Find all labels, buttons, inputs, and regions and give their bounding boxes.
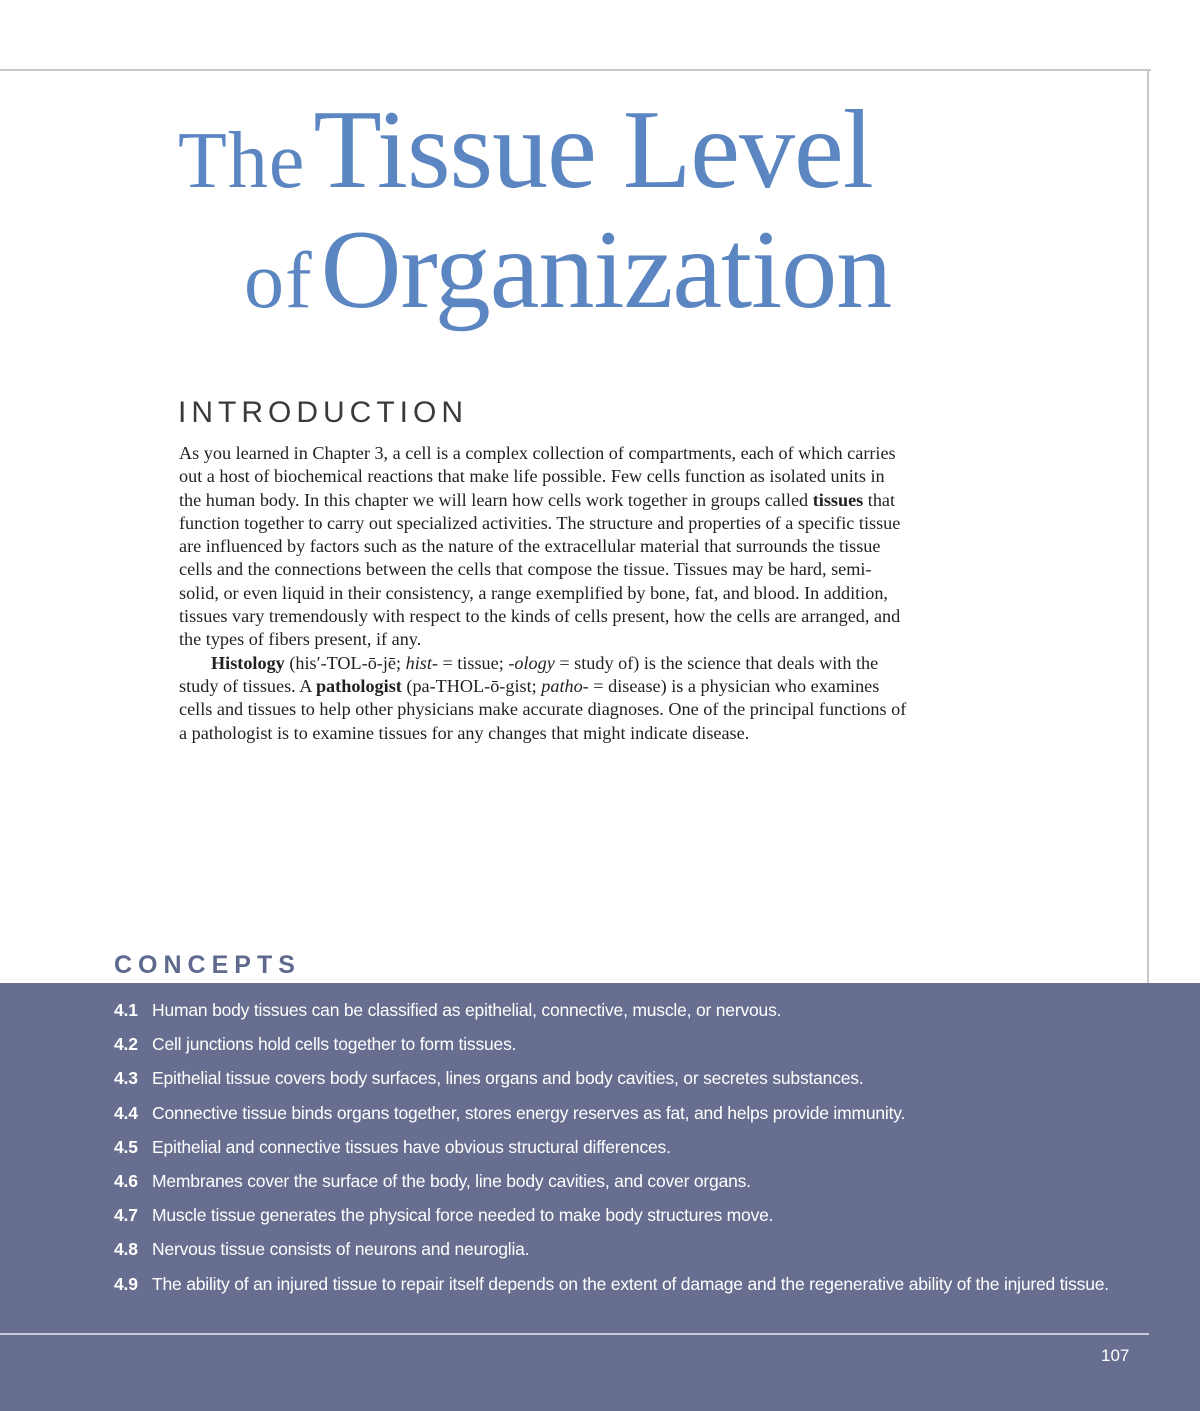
concept-item [114, 1135, 1114, 1159]
introduction-paragraph-1: As you learned in Chapter 3, a cell is a complex collection of compartments, each of which carries out a host of biochemical reactions that make life possible. Few cells function as isolated units in the human body. In this chapter we will learn how cells work together in groups called tissues that function together to carry out specialized activities. The structure and properties of a specific tissue are influenced by factors such as the nature of the extracellular material that surrounds the tissue cells and the connections between the cells that compose the tissue. Tissues may be hard, semi-solid, or even liquid in their consistency, a range exemplified by bone, fat, and blood. In addition, tissues vary tremendously with respect to the kinds of cells present, how the cells are arranged, and the types of fibers present, if any. [179, 443, 901, 650]
root-patho: patho- [541, 675, 589, 696]
term-pathologist: pathologist [315, 675, 402, 696]
concept-item [114, 1272, 1114, 1296]
concept-number: 4.5 [114, 1136, 138, 1157]
introduction-body [179, 442, 907, 745]
concept-text: Membranes cover the surface of the body, line body cavities, and cover organs. [152, 1170, 751, 1191]
root-ology: -ology [508, 652, 555, 673]
term-histology: Histology [211, 652, 285, 673]
concept-item [114, 1066, 1114, 1090]
concept-item [114, 1237, 1114, 1261]
introduction-paragraph-2: Histology (his′-TOL-ō-jē; hist- = tissue; -ology = study of) is the science that deals with the study of tissues. A pathologist (pa-THOL-ō-gist; patho- = disease) is a physician who examines cells and tissues to help other physicians make accurate diagnoses. One of the principal functions of a pathologist is to examine tissues for any changes that might indicate disease. [179, 652, 907, 743]
introduction-heading: INTRODUCTION [178, 396, 468, 429]
root-hist: hist- [405, 652, 438, 673]
concept-number: 4.7 [114, 1205, 138, 1226]
concept-number: 4.1 [114, 1000, 138, 1020]
concept-number: 4.9 [114, 1273, 138, 1294]
concept-item [114, 1101, 1114, 1125]
page-frame-top-rule [0, 69, 1151, 71]
chapter-title-line-2: of Organization [244, 208, 892, 332]
concept-text: The ability of an injured tissue to repair itself depends on the extent of damage and the regenerative ability of the injured tissue. [152, 1273, 1109, 1294]
concepts-list [114, 998, 1114, 1306]
concept-text: Muscle tissue generates the physical force needed to make body structures move. [152, 1205, 774, 1226]
concept-text: Cell junctions hold cells together to form tissues. [152, 1034, 517, 1055]
concept-number: 4.8 [114, 1239, 138, 1260]
concept-item [114, 1203, 1114, 1227]
concept-number: 4.2 [114, 1034, 138, 1055]
concept-text: Connective tissue binds organs together, stores energy reserves as fat, and helps provide immunity. [152, 1102, 906, 1123]
concepts-band-rule [0, 1333, 1149, 1335]
concept-number: 4.6 [114, 1170, 138, 1191]
concept-text: Epithelial and connective tissues have obvious structural differences. [152, 1136, 671, 1157]
concept-item [114, 1032, 1114, 1056]
chapter-title-line-1: The Tissue Level [178, 88, 873, 212]
concept-text: Human body tissues can be classified as epithelial, connective, muscle, or nervous. [152, 1000, 782, 1020]
term-tissues: tissues [812, 489, 864, 510]
page-number: 107 [1101, 1346, 1130, 1365]
concept-number: 4.3 [114, 1068, 138, 1089]
concept-item [114, 1169, 1114, 1193]
concept-text: Epithelial tissue covers body surfaces, lines organs and body cavities, or secretes substances. [152, 1068, 864, 1089]
concept-number: 4.4 [114, 1102, 138, 1123]
concept-text: Nervous tissue consists of neurons and neuroglia. [152, 1239, 530, 1260]
concept-item [114, 998, 1114, 1022]
concepts-heading: CONCEPTS [114, 951, 301, 979]
